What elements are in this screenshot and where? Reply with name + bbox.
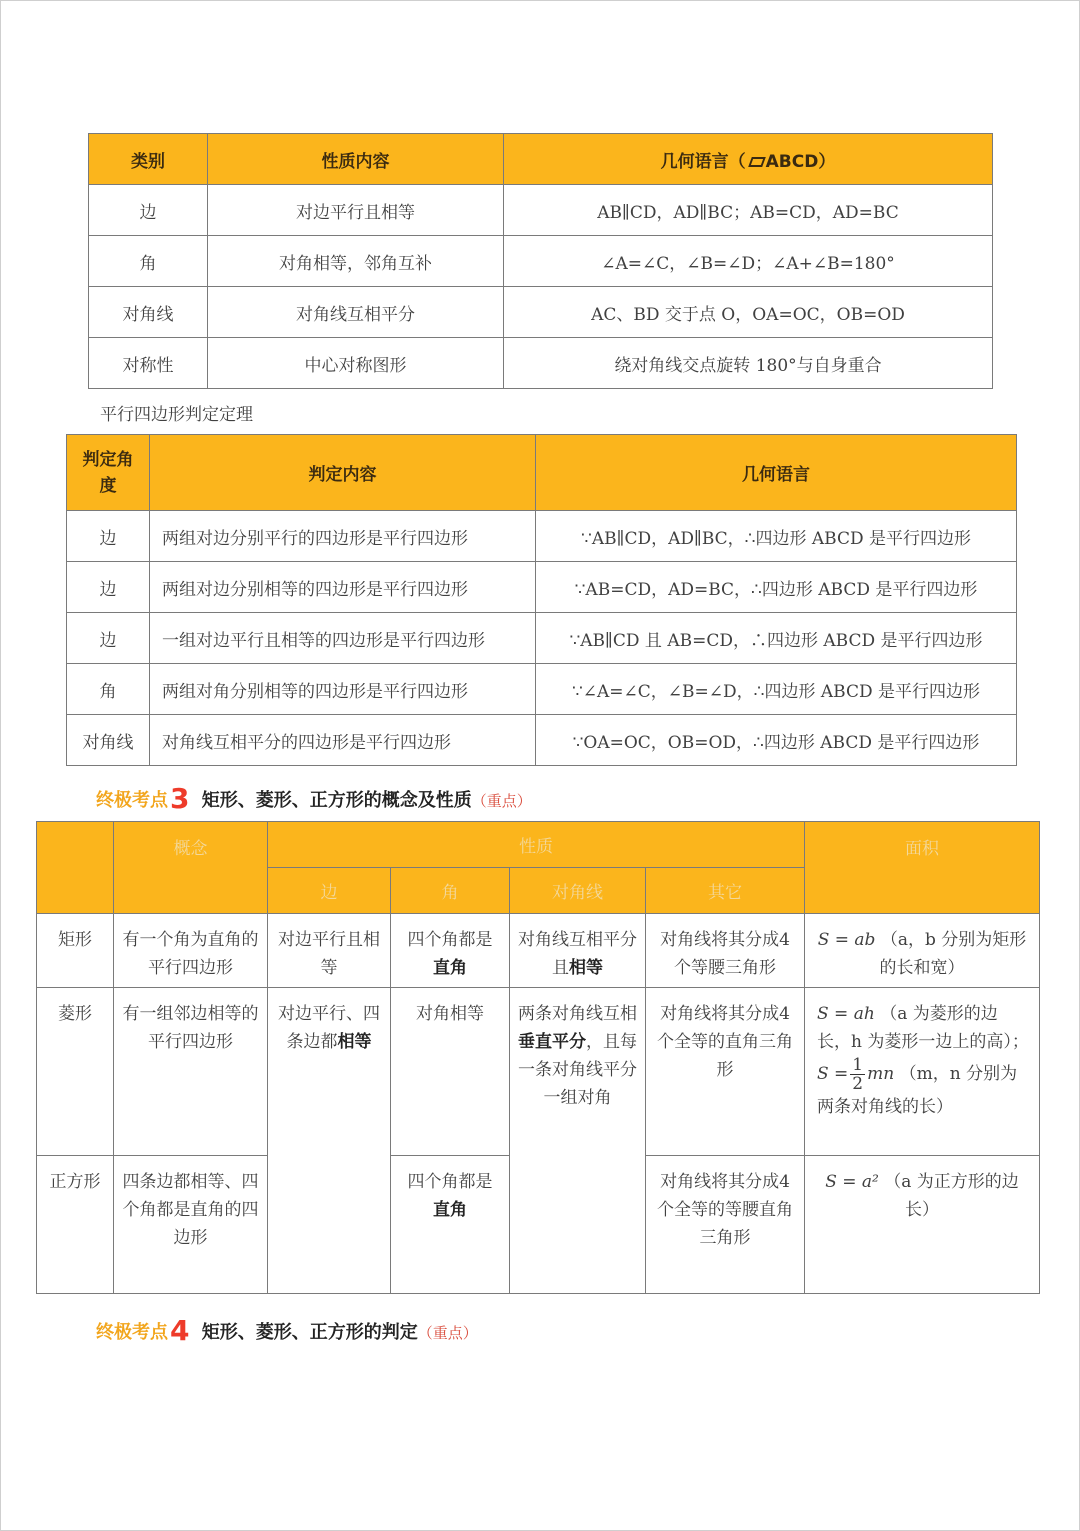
- table-row: [67, 715, 1017, 766]
- cell: ∠A=∠C，∠B=∠D；∠A+∠B=180°: [504, 236, 993, 287]
- subheader-angle: 角: [391, 868, 510, 914]
- area-note: （m，n 分别为两条对角线的长）: [817, 1064, 1018, 1117]
- concept-cell: 有一组邻边相等的平行四边形: [114, 988, 268, 1156]
- table-row: [89, 287, 993, 338]
- cell: ∵AB∥CD 且 AB=CD，∴四边形 ABCD 是平行四边形: [536, 613, 1017, 664]
- area-note: （a 为菱形的边长，h 为菱形一边上的高）；: [817, 1004, 1029, 1052]
- angle-cell: 对角相等: [391, 988, 510, 1156]
- section-heading-4: [96, 1312, 478, 1345]
- parallelogram-criteria-table: [66, 434, 1017, 766]
- subheader-diagonal: 对角线: [510, 868, 646, 914]
- cell: 对角线: [67, 715, 150, 766]
- header-content: 判定内容: [150, 435, 536, 511]
- cell: ∵AB=CD，AD=BC，∴四边形 ABCD 是平行四边形: [536, 562, 1017, 613]
- area-formula: S = ah: [817, 1004, 875, 1024]
- table-row: [67, 613, 1017, 664]
- fraction-denominator: 2: [852, 1074, 864, 1094]
- header-category: 类别: [89, 134, 208, 185]
- other-cell: 对角线将其分成4个等腰三角形: [646, 914, 805, 988]
- parallelogram-properties-table: [88, 133, 993, 389]
- cell: 两组对边分别平行的四边形是平行四边形: [150, 511, 536, 562]
- cell: 对角线: [89, 287, 208, 338]
- bold-text: 直角: [433, 958, 467, 978]
- area-formula: S = a²: [825, 1172, 879, 1192]
- cell: 对角相等，邻角互补: [208, 236, 504, 287]
- header-geometry: [504, 134, 993, 185]
- section-tag: （重点）: [417, 1324, 478, 1342]
- diagonal-cell: [510, 914, 646, 988]
- row-label: 菱形: [37, 988, 114, 1156]
- area-note: （a 为正方形的边长）: [884, 1172, 1019, 1220]
- header-geometry-suffix: ABCD）: [765, 151, 836, 172]
- header-geometry-prefix: 几何语言（: [660, 151, 746, 172]
- cell: 中心对称图形: [208, 338, 504, 389]
- text: 四个角都是: [407, 930, 493, 950]
- cell: 对角线互相平分的四边形是平行四边形: [150, 715, 536, 766]
- quadrilateral-properties-table: [36, 821, 1040, 1294]
- table-row: [67, 664, 1017, 715]
- cell: 角: [67, 664, 150, 715]
- area-cell: [805, 914, 1040, 988]
- table-row: [67, 562, 1017, 613]
- header-area: 面积: [805, 822, 1040, 914]
- header-property: 性质内容: [208, 134, 504, 185]
- bold-text: 直角: [433, 1200, 467, 1220]
- cell: AB∥CD，AD∥BC；AB=CD，AD=BC: [504, 185, 993, 236]
- diagonal-cell: [510, 988, 646, 1294]
- cell: 两组对边分别相等的四边形是平行四边形: [150, 562, 536, 613]
- text: 四个角都是: [407, 1172, 493, 1192]
- concept-cell: 有一个角为直角的平行四边形: [114, 914, 268, 988]
- bold-text: 相等: [337, 1032, 372, 1052]
- concept-cell: 四条边都相等、四个角都是直角的四边形: [114, 1156, 268, 1294]
- angle-cell: [391, 914, 510, 988]
- cell: 角: [89, 236, 208, 287]
- area-note: （a，b 分别为矩形的长和宽）: [879, 930, 1027, 978]
- header-geometry: 几何语言: [536, 435, 1017, 511]
- cell: ∵∠A=∠C，∠B=∠D，∴四边形 ABCD 是平行四边形: [536, 664, 1017, 715]
- cell: ∵AB∥CD，AD∥BC，∴四边形 ABCD 是平行四边形: [536, 511, 1017, 562]
- side-cell: [268, 988, 391, 1294]
- area-formula: S = ab: [817, 930, 876, 950]
- fraction: [850, 1056, 865, 1093]
- text: ，且每一条对角线平分一组对角: [518, 1032, 637, 1108]
- area-cell: [805, 988, 1040, 1156]
- section-number: 3: [170, 782, 190, 815]
- section-heading-3: [96, 780, 532, 813]
- table-row-rectangle: [37, 914, 1040, 988]
- text: 对角线互相平分且: [518, 930, 637, 978]
- header-angle: 判定角度: [67, 435, 150, 511]
- section-title: 矩形、菱形、正方形的概念及性质: [201, 790, 472, 811]
- cell: 一组对边平行且相等的四边形是平行四边形: [150, 613, 536, 664]
- table-row: [89, 236, 993, 287]
- cell: 边: [67, 511, 150, 562]
- other-cell: 对角线将其分成4个全等的直角三角形: [646, 988, 805, 1156]
- subheader-side: 边: [268, 868, 391, 914]
- bold-text: 垂直平分: [518, 1032, 586, 1052]
- table-row: [89, 338, 993, 389]
- table-row: [89, 185, 993, 236]
- header-concept: 概念: [114, 822, 268, 914]
- cell: 对边平行且相等: [208, 185, 504, 236]
- section-number: 4: [170, 1314, 190, 1347]
- section-prefix: 终极考点: [96, 790, 168, 811]
- table-caption: 平行四边形判定定理: [100, 405, 253, 425]
- row-label: 矩形: [37, 914, 114, 988]
- fraction-numerator: 1: [852, 1055, 864, 1075]
- section-title: 矩形、菱形、正方形的判定: [201, 1322, 418, 1343]
- text: 对边平行、四条边都: [278, 1004, 380, 1052]
- area-formula: mn: [867, 1064, 895, 1084]
- text: 两条对角线互相: [518, 1004, 637, 1024]
- section-tag: （重点）: [471, 792, 532, 810]
- cell: 两组对角分别相等的四边形是平行四边形: [150, 664, 536, 715]
- cell: 边: [89, 185, 208, 236]
- cell: 边: [67, 613, 150, 664]
- cell: AC、BD 交于点 O，OA=OC，OB=OD: [504, 287, 993, 338]
- other-cell: 对角线将其分成4个全等的等腰直角三角形: [646, 1156, 805, 1294]
- header-blank: [37, 822, 114, 914]
- cell: 边: [67, 562, 150, 613]
- header-property: 性质: [268, 822, 805, 868]
- area-formula: S =: [817, 1064, 849, 1084]
- cell: ∵OA=OC，OB=OD，∴四边形 ABCD 是平行四边形: [536, 715, 1017, 766]
- cell: 对角线互相平分: [208, 287, 504, 338]
- section-prefix: 终极考点: [96, 1322, 168, 1343]
- row-label: 正方形: [37, 1156, 114, 1294]
- parallelogram-icon: [748, 157, 766, 167]
- area-cell: [805, 1156, 1040, 1294]
- table-row-rhombus: [37, 988, 1040, 1156]
- angle-cell: [391, 1156, 510, 1294]
- cell: 绕对角线交点旋转 180°与自身重合: [504, 338, 993, 389]
- subheader-other: 其它: [646, 868, 805, 914]
- table-row: [67, 511, 1017, 562]
- side-cell: 对边平行且相等: [268, 914, 391, 988]
- cell: 对称性: [89, 338, 208, 389]
- bold-text: 相等: [569, 958, 603, 978]
